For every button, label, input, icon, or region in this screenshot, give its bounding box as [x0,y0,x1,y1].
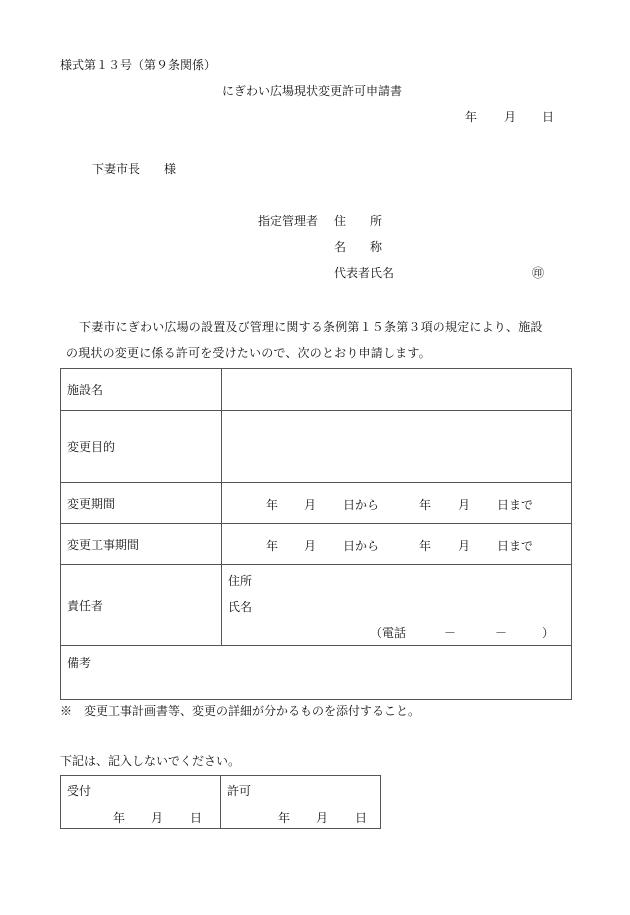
applicant-role-label: 指定管理者 [258,214,319,228]
permit-label: 許可 [227,784,252,798]
phone-close: ） [542,626,555,640]
period-field[interactable] [222,483,572,524]
date-year: 年 [465,110,478,124]
responsible-field[interactable] [222,565,572,646]
body-text-line1: 下妻市にぎわい広場の設置及び管理に関する条例第１５条第３項の規定により、施設 [79,320,543,334]
form-number: 様式第１３号（第９条関係） [60,58,217,72]
construction-period-row [61,524,572,565]
responsible-row [61,565,572,646]
date-day: 日 [542,110,555,124]
construction-year: 年 [266,539,279,553]
addressee: 下妻市長 様 [92,162,177,176]
reception-label: 受付 [67,784,92,798]
reception-month: 月 [151,811,164,825]
period-label: 変更期間 [61,483,222,524]
period-year2: 年 [419,498,432,512]
responsible-label: 責任者 [61,565,222,646]
facility-name-row [61,369,572,411]
reception-year: 年 [113,811,126,825]
form-title: にぎわい広場現状変更許可申請書 [222,84,403,98]
applicant-name-label: 名 称 [334,240,383,254]
body-text-line2: の現状の変更に係る許可を受けたいので、次のとおり申請します。 [66,346,431,360]
permit-day: 日 [355,811,368,825]
period-from: 日から [343,498,380,512]
applicant-address-label: 住 所 [334,214,383,228]
permit-cell [221,776,381,829]
application-table [60,368,572,700]
office-use-note: 下記は、記入しないでください。 [60,754,241,768]
period-year: 年 [266,498,279,512]
phone-dash1: － [444,626,457,640]
responsible-name-label: 氏名 [228,600,253,614]
facility-name-label: 施設名 [61,369,222,411]
attachment-note: ※ 変更工事計画書等、変更の詳細が分かるものを添付すること。 [60,704,421,718]
responsible-address-label: 住所 [228,574,253,588]
seal-mark: ㊞ [532,266,545,280]
remarks-field[interactable] [61,646,572,700]
period-until: 日まで [497,498,534,512]
remarks-row [61,646,572,700]
purpose-label: 変更目的 [61,411,222,483]
construction-from: 日から [343,539,380,553]
construction-period-label: 変更工事期間 [61,524,222,565]
reception-cell [61,776,221,829]
period-month2: 月 [458,498,471,512]
date-month: 月 [504,110,517,124]
remarks-label: 備考 [67,656,92,670]
construction-until: 日まで [497,539,534,553]
phone-open: （電話 [370,626,407,640]
construction-period-field[interactable] [222,524,572,565]
office-use-table [60,775,381,829]
purpose-row [61,411,572,483]
period-month: 月 [304,498,317,512]
permit-month: 月 [316,811,329,825]
construction-year2: 年 [419,539,432,553]
applicant-representative-label: 代表者氏名 [334,266,395,280]
period-row [61,483,572,524]
reception-day: 日 [190,811,203,825]
facility-name-field[interactable] [222,369,572,411]
purpose-field[interactable] [222,411,572,483]
construction-month2: 月 [458,539,471,553]
phone-dash2: － [495,626,508,640]
permit-year: 年 [278,811,291,825]
construction-month: 月 [304,539,317,553]
